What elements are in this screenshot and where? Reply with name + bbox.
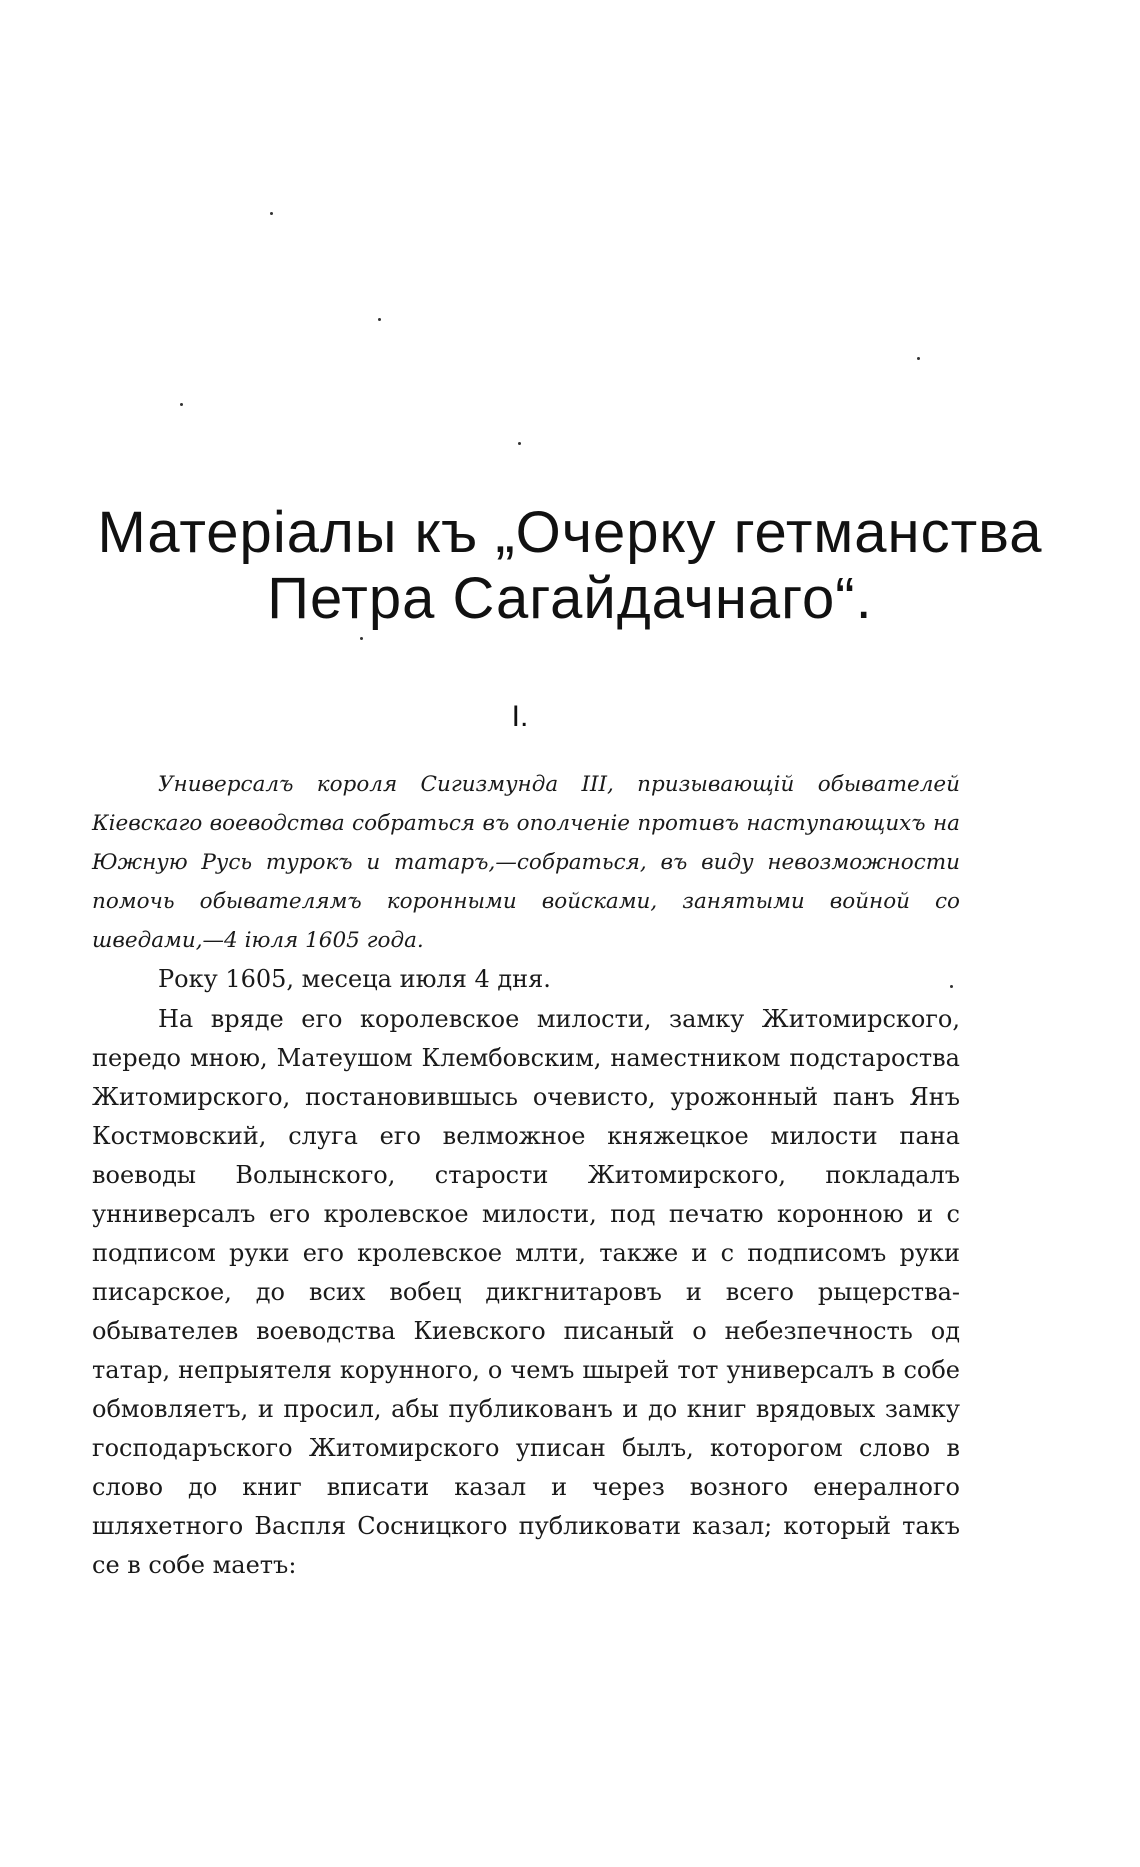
section-summary: Универсалъ короля Сигизмунда III, призывающій обывателей Кіевскаго воеводства собраться въ ополченіе противъ наступающихъ на Южную Русь турокъ и татаръ,—собраться, въ виду невозможности помочь обывателямъ коронными войсками, занятыми войной со шведами,—4 іюля 1605 года. [92, 772, 960, 953]
title-line-2: Петра Сагайдачнаго“. [267, 566, 873, 631]
document-date-line: Року 1605, месеца июля 4 дня. [158, 965, 551, 993]
ink-speck [378, 318, 381, 321]
ink-speck [270, 212, 273, 215]
ink-speck [518, 442, 521, 445]
main-paragraph: На вряде его королевское милости, замку Житомирского, передо мною, Матеушом Клембовским, наместником подстароства Житомирского, постановившысь очевисто, урожонный панъ Янъ Костмовский, слуга его велможное княжецкое милости пана воеводы Волынского, старости Житомирского, покладалъ унниверсалъ его кролевское милости, под печатю коронною и с подписом руки его кролевское млти, также и с подписомъ руки писарское, до всих вобец дикгнитаровъ и всего рыцерства-обывателев воеводства Киевского писаный о небезпечность од татар, непрыятеля корунного, о чемъ шырей тот универсалъ в собе обмовляетъ, и просил, абы публикованъ и до книг врядовых замку господаръского Житомирского уписан былъ, которогом слово в слово до книг вписати казал и через возного енералного шляхетного Васпля Сосницкого публиковати казал; который такъ се в собе маетъ: [92, 1005, 960, 1579]
title-line-1: Матеріалы къ „Очерку гетманства [97, 500, 1043, 565]
section-number: I. [511, 700, 529, 733]
ink-speck [180, 403, 183, 406]
ink-speck [360, 637, 363, 640]
ink-speck [917, 357, 920, 360]
